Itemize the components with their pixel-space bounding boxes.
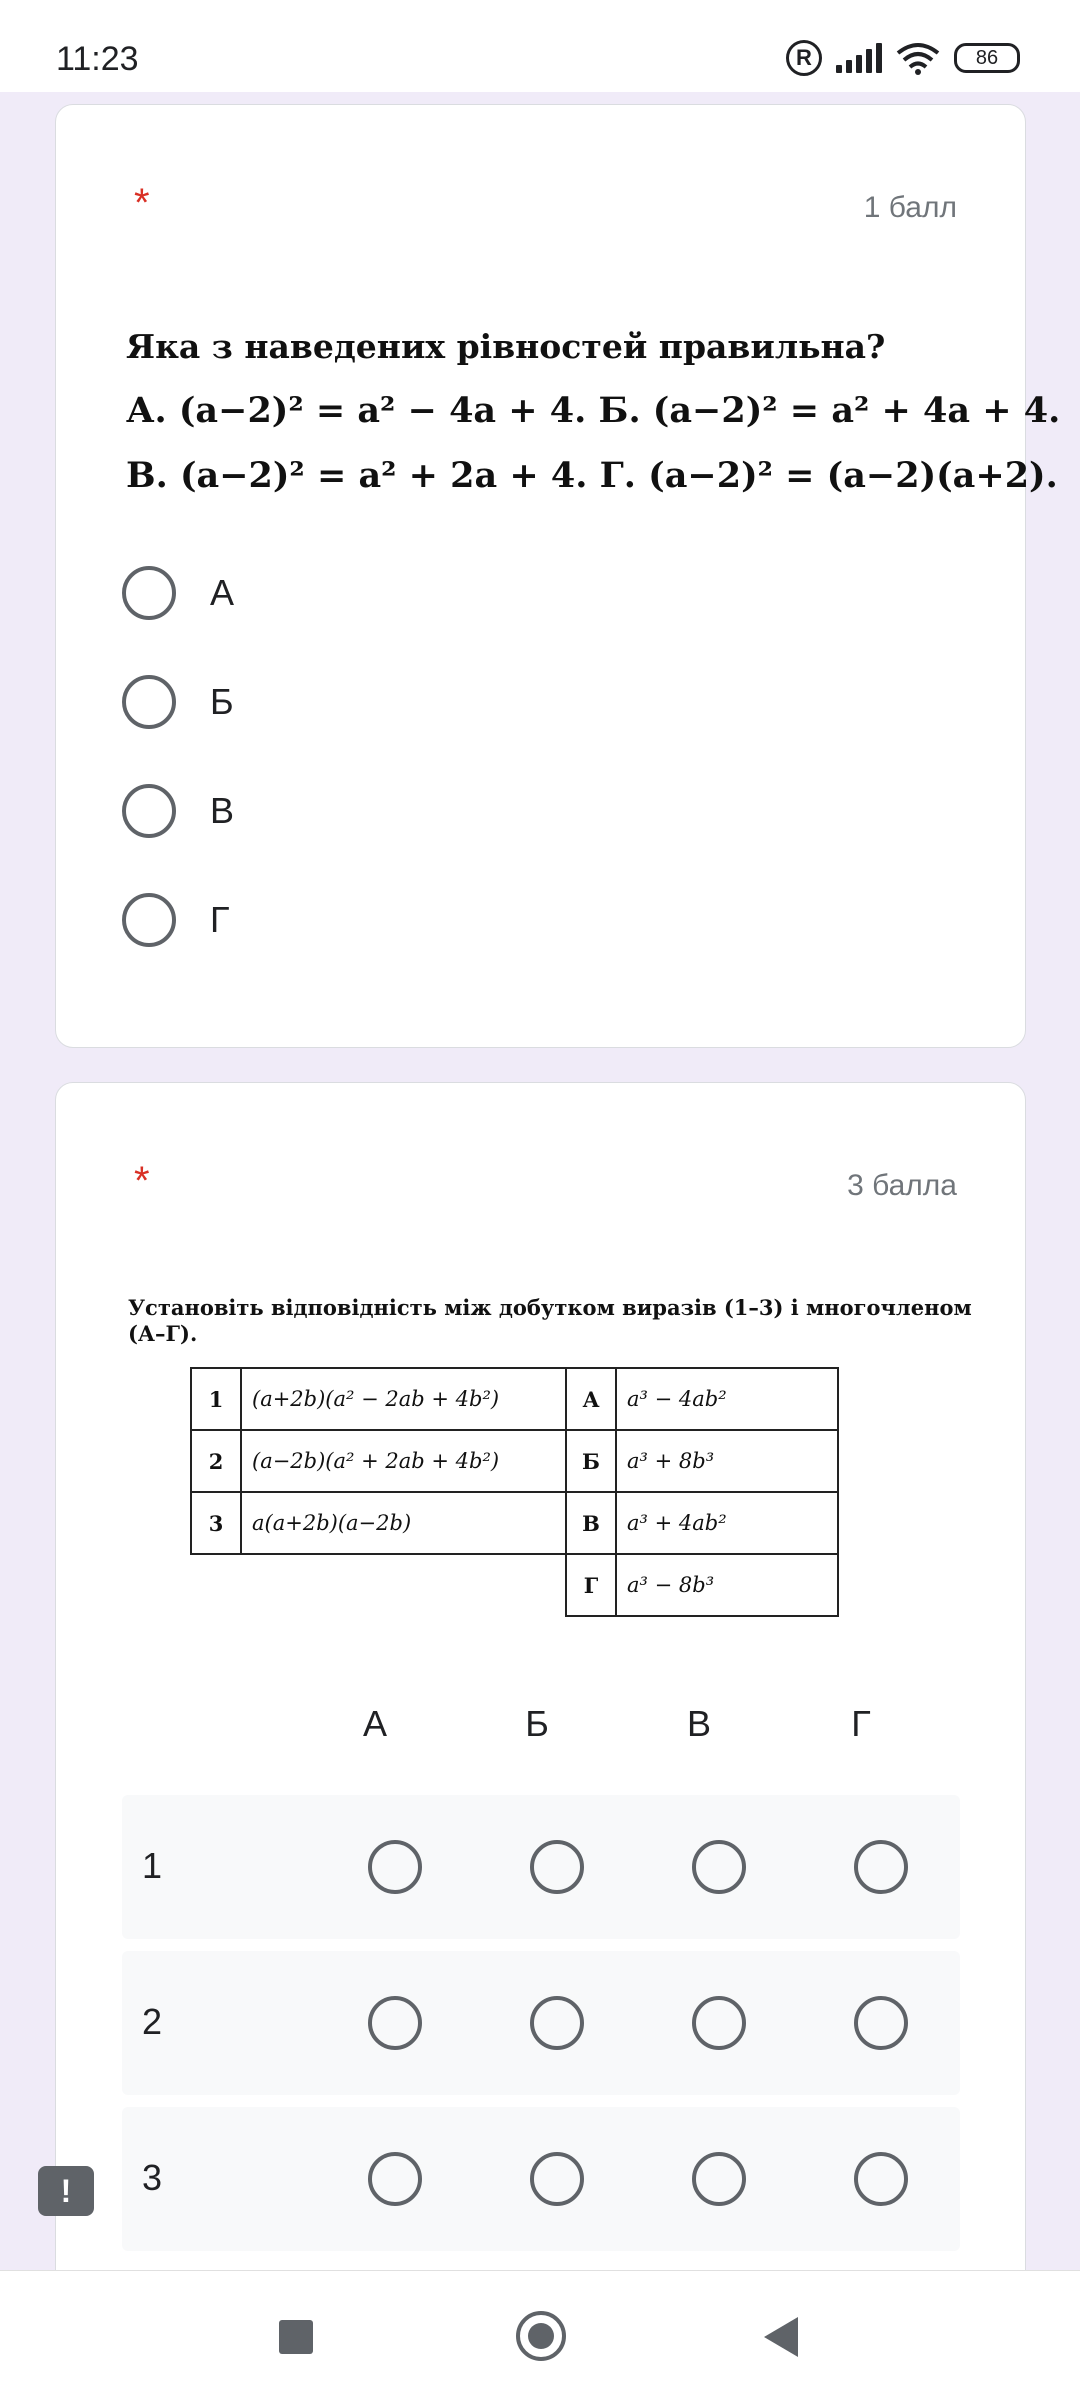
poly-letter: Б	[566, 1430, 616, 1492]
row-label: 2	[142, 2001, 163, 2042]
match-table	[190, 1367, 839, 1617]
product-expression: a(a+2b)(a−2b)	[241, 1492, 566, 1554]
row-label: 3	[142, 2157, 163, 2198]
grid-row-1	[122, 1795, 960, 1939]
home-button[interactable]	[516, 2311, 566, 2361]
question-line-2: В. (a−2)² = a² + 2a + 4. Г. (a−2)² = (a−2)(a+2).	[126, 455, 1058, 496]
recents-button[interactable]	[279, 2320, 313, 2354]
option-b[interactable]	[122, 675, 234, 729]
product-expression: (a+2b)(a² − 2ab + 4b²)	[241, 1368, 566, 1430]
table-row	[191, 1492, 838, 1554]
option-label: А	[210, 572, 235, 613]
empty-cell	[241, 1554, 566, 1616]
question-title: Яка з наведених рівностей правильна?	[126, 327, 886, 366]
table-row	[191, 1554, 838, 1616]
column-header-b: Б	[525, 1703, 549, 1744]
poly-letter: В	[566, 1492, 616, 1554]
empty-cell	[191, 1554, 241, 1616]
option-label: В	[210, 790, 235, 831]
clock: 11:23	[56, 40, 139, 78]
navigation-bar	[0, 2270, 1080, 2400]
grid-row-3	[122, 2107, 960, 2251]
radio-button[interactable]	[854, 2152, 908, 2206]
option-v[interactable]	[122, 784, 234, 838]
polynomial: a³ + 4ab²	[616, 1492, 838, 1554]
required-mark: *	[134, 181, 150, 225]
wifi-icon	[896, 41, 940, 75]
radio-button[interactable]	[530, 2152, 584, 2206]
radio-button[interactable]	[530, 1840, 584, 1894]
status-icons	[786, 40, 1020, 76]
registered-icon: R	[786, 40, 822, 76]
option-a[interactable]	[122, 566, 234, 620]
radio-button[interactable]	[368, 1996, 422, 2050]
column-header-g: Г	[851, 1703, 871, 1744]
radio-button[interactable]	[854, 1840, 908, 1894]
required-mark: *	[134, 1159, 150, 1203]
radio-button[interactable]	[368, 1840, 422, 1894]
column-header-v: В	[686, 1703, 711, 1744]
column-header-a: А	[362, 1703, 387, 1744]
option-label: Г	[210, 899, 230, 940]
question-image	[126, 327, 1060, 496]
row-number: 2	[191, 1430, 241, 1492]
row-label: 1	[142, 1845, 163, 1886]
product-expression: (a−2b)(a² + 2ab + 4b²)	[241, 1430, 566, 1492]
points-label: 1 балл	[863, 191, 957, 224]
radio-button[interactable]	[368, 2152, 422, 2206]
back-button[interactable]	[764, 2317, 798, 2357]
radio-button[interactable]	[854, 1996, 908, 2050]
option-label: Б	[210, 681, 234, 722]
points-label: 3 балла	[847, 1169, 957, 1202]
radio-button[interactable]	[530, 1996, 584, 2050]
radio-button[interactable]	[692, 1840, 746, 1894]
radio-button[interactable]	[122, 784, 176, 838]
option-g[interactable]	[122, 893, 230, 947]
table-row	[191, 1368, 838, 1430]
status-bar	[0, 0, 1080, 92]
radio-button[interactable]	[692, 2152, 746, 2206]
radio-button[interactable]	[122, 675, 176, 729]
radio-button[interactable]	[122, 893, 176, 947]
row-number: 1	[191, 1368, 241, 1430]
battery-icon: 86	[954, 43, 1020, 73]
poly-letter: А	[566, 1368, 616, 1430]
polynomial: a³ − 8b³	[616, 1554, 838, 1616]
poly-letter: Г	[566, 1554, 616, 1616]
grid-row-2	[122, 1951, 960, 2095]
polynomial: a³ + 8b³	[616, 1430, 838, 1492]
question-card-2	[55, 1082, 1026, 2382]
radio-button[interactable]	[692, 1996, 746, 2050]
question-line-1: А. (a−2)² = a² − 4a + 4. Б. (a−2)² = a² + 4a + 4.	[126, 390, 1061, 431]
polynomial: a³ − 4ab²	[616, 1368, 838, 1430]
radio-button[interactable]	[122, 566, 176, 620]
task-text: Установіть відповідність між добутком виразів (1–3) і многочленом (А–Г).	[128, 1295, 972, 1346]
signal-icon	[836, 43, 882, 73]
table-row	[191, 1430, 838, 1492]
report-feedback-button[interactable]	[38, 2166, 94, 2216]
exclamation-icon: !	[60, 2172, 72, 2209]
row-number: 3	[191, 1492, 241, 1554]
question-card-1	[55, 104, 1061, 1048]
